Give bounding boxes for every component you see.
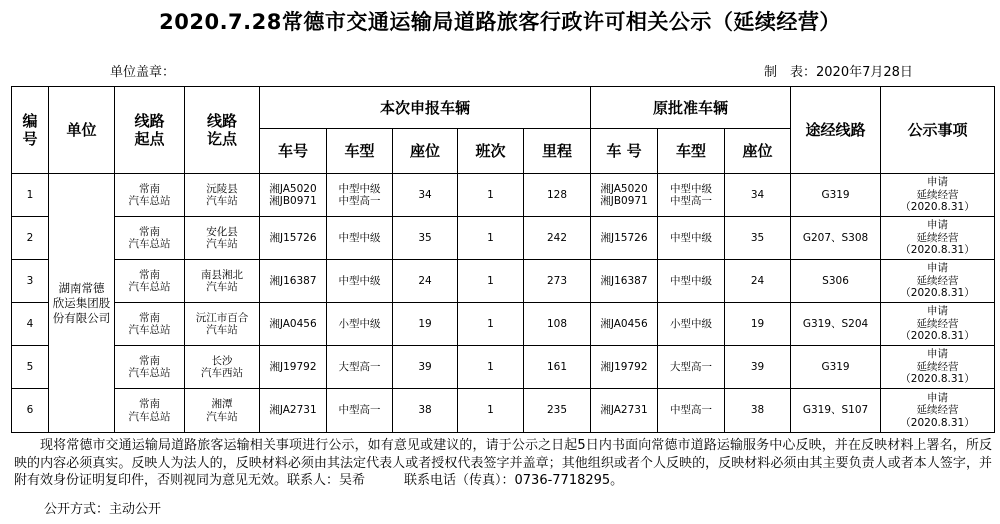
cell-via-route: G319 (791, 346, 881, 389)
cell-model: 中型高一 (327, 389, 393, 433)
table-row (12, 217, 995, 260)
cell-trips: 1 (458, 217, 524, 260)
cell-number: 6 (12, 389, 49, 433)
header-unit: 单位 (49, 87, 115, 174)
cell-mileage: 235 (524, 389, 591, 433)
cell-orig-model: 中型中级 中型高一 (658, 174, 725, 217)
cell-model: 中型中级 中型高一 (327, 174, 393, 217)
cell-route-start: 常南 汽车总站 (115, 346, 185, 389)
seal-label: 单位盖章： (110, 65, 176, 80)
cell-trips: 1 (458, 260, 524, 303)
cell-route-start: 常南 汽车总站 (115, 303, 185, 346)
cell-orig-seats: 34 (725, 174, 791, 217)
header-number: 编 号 (12, 87, 49, 174)
cell-orig-seats: 38 (725, 389, 791, 433)
cell-number: 2 (12, 217, 49, 260)
cell-orig-plate: 湘J15726 (591, 217, 658, 260)
cell-mileage: 108 (524, 303, 591, 346)
cell-route-end: 沅陵县 汽车站 (185, 174, 260, 217)
table-row (12, 260, 995, 303)
cell-orig-model: 中型中级 (658, 260, 725, 303)
page-title: 2020.7.28常德市交通运输局道路旅客行政许可相关公示（延续经营） (159, 10, 841, 34)
cell-model: 小型中级 (327, 303, 393, 346)
cell-orig-plate: 湘JA0456 (591, 303, 658, 346)
permit-table (11, 86, 995, 433)
header-public-matter: 公示事项 (881, 87, 995, 174)
table-row (12, 303, 995, 346)
header-orig-plate: 车 号 (591, 129, 658, 174)
header-trips: 班次 (458, 129, 524, 174)
cell-model: 中型中级 (327, 260, 393, 303)
cell-plate: 湘J15726 (260, 217, 327, 260)
table-date: 制 表：2020年7月28日 (764, 65, 913, 80)
header-route-end: 线路 讫点 (185, 87, 260, 174)
cell-orig-plate: 湘J19792 (591, 346, 658, 389)
cell-orig-seats: 19 (725, 303, 791, 346)
cell-seats: 38 (393, 389, 458, 433)
cell-mileage: 128 (524, 174, 591, 217)
cell-plate: 湘JA0456 (260, 303, 327, 346)
header-model: 车型 (327, 129, 393, 174)
cell-seats: 34 (393, 174, 458, 217)
cell-via-route: S306 (791, 260, 881, 303)
cell-public-matter: 申请 延续经营 （2020.8.31） (881, 174, 995, 217)
header-via-route: 途经线路 (791, 87, 881, 174)
cell-orig-model: 中型中级 (658, 217, 725, 260)
cell-mileage: 273 (524, 260, 591, 303)
cell-via-route: G319 (791, 174, 881, 217)
cell-trips: 1 (458, 346, 524, 389)
cell-via-route: G319、S204 (791, 303, 881, 346)
cell-seats: 35 (393, 217, 458, 260)
cell-seats: 24 (393, 260, 458, 303)
header-orig-seats: 座位 (725, 129, 791, 174)
cell-route-start: 常南 汽车总站 (115, 389, 185, 433)
header-mileage: 里程 (524, 129, 591, 174)
cell-orig-plate: 湘JA2731 (591, 389, 658, 433)
cell-public-matter: 申请 延续经营 （2020.8.31） (881, 346, 995, 389)
cell-plate: 湘J19792 (260, 346, 327, 389)
cell-orig-model: 中型高一 (658, 389, 725, 433)
cell-plate: 湘JA5020 湘JB0971 (260, 174, 327, 217)
public-mode: 公开方式：主动公开 (44, 502, 162, 517)
cell-trips: 1 (458, 303, 524, 346)
cell-route-end: 湘潭 汽车站 (185, 389, 260, 433)
cell-route-start: 常南 汽车总站 (115, 217, 185, 260)
cell-route-start: 常南 汽车总站 (115, 174, 185, 217)
cell-orig-seats: 24 (725, 260, 791, 303)
table-row (12, 346, 995, 389)
table-row (12, 389, 995, 433)
cell-model: 中型中级 (327, 217, 393, 260)
cell-trips: 1 (458, 174, 524, 217)
cell-via-route: G207、S308 (791, 217, 881, 260)
cell-model: 大型高一 (327, 346, 393, 389)
cell-orig-model: 大型高一 (658, 346, 725, 389)
cell-route-end: 沅江市百合 汽车站 (185, 303, 260, 346)
cell-number: 5 (12, 346, 49, 389)
cell-seats: 19 (393, 303, 458, 346)
cell-public-matter: 申请 延续经营 （2020.8.31） (881, 217, 995, 260)
table-row (12, 174, 995, 217)
header-plate: 车号 (260, 129, 327, 174)
cell-unit: 湖南常德 欣运集团股 份有限公司 (49, 174, 115, 433)
cell-number: 4 (12, 303, 49, 346)
header-route-start: 线路 起点 (115, 87, 185, 174)
cell-plate: 湘J16387 (260, 260, 327, 303)
cell-route-end: 安化县 汽车站 (185, 217, 260, 260)
header-seats: 座位 (393, 129, 458, 174)
cell-route-start: 常南 汽车总站 (115, 260, 185, 303)
cell-orig-seats: 35 (725, 217, 791, 260)
cell-public-matter: 申请 延续经营 （2020.8.31） (881, 260, 995, 303)
cell-number: 3 (12, 260, 49, 303)
cell-public-matter: 申请 延续经营 （2020.8.31） (881, 389, 995, 433)
cell-seats: 39 (393, 346, 458, 389)
cell-via-route: G319、S107 (791, 389, 881, 433)
cell-route-end: 南县湘北 汽车站 (185, 260, 260, 303)
header-declared-vehicles: 本次申报车辆 (260, 87, 591, 129)
cell-plate: 湘JA2731 (260, 389, 327, 433)
notice-paragraph: 现将常德市交通运输局道路旅客运输相关事项进行公示，如有意见或建议的，请于公示之日起5日内书面向常德市道路运输服务中心反映，并在反映材料上署名，所反映的内容必须真实。反映人为法人的，反映材料必须由其法定代表人或者授权代表签字并盖章；其他组织或者个人反映的，反映材料必须由其主要负责人或者本人签字，并附有效身份证明复印件，否则视同为意见无效。联系人：吴希 联系电话（传真）：0736-7718295。 (14, 438, 992, 488)
cell-public-matter: 申请 延续经营 （2020.8.31） (881, 303, 995, 346)
header-approved-vehicles: 原批准车辆 (591, 87, 791, 129)
cell-route-end: 长沙 汽车西站 (185, 346, 260, 389)
cell-mileage: 242 (524, 217, 591, 260)
cell-trips: 1 (458, 389, 524, 433)
cell-orig-plate: 湘J16387 (591, 260, 658, 303)
cell-number: 1 (12, 174, 49, 217)
cell-orig-seats: 39 (725, 346, 791, 389)
cell-mileage: 161 (524, 346, 591, 389)
cell-orig-plate: 湘JA5020 湘JB0971 (591, 174, 658, 217)
cell-orig-model: 小型中级 (658, 303, 725, 346)
header-orig-model: 车型 (658, 129, 725, 174)
